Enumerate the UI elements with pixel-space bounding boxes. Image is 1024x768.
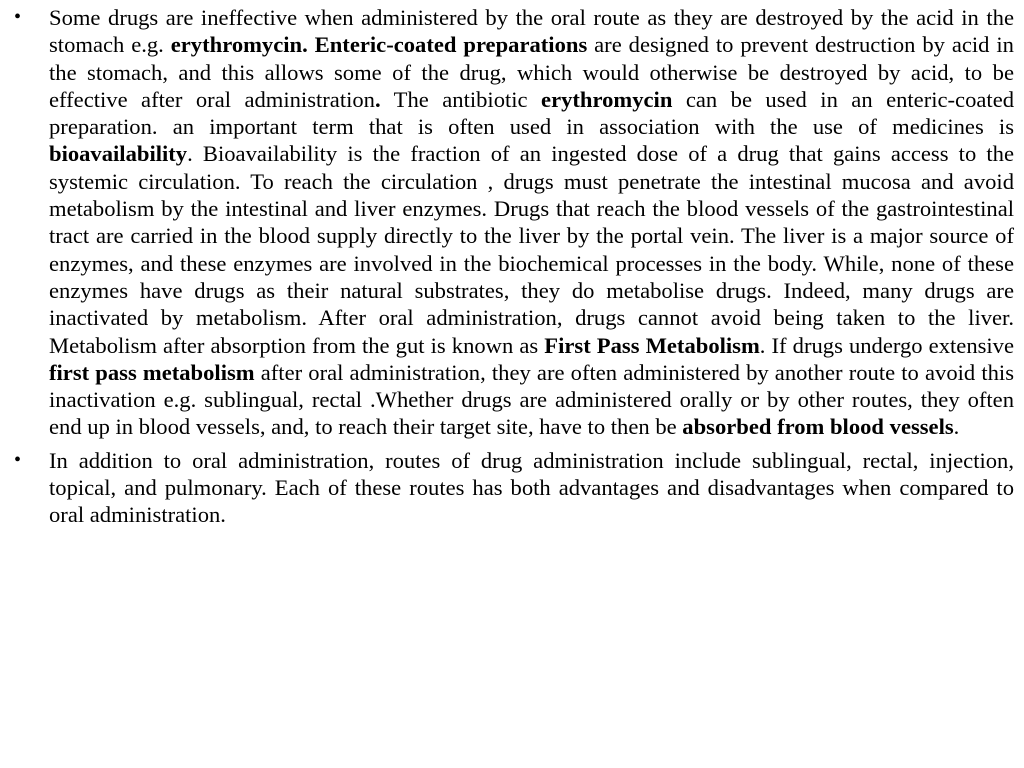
bold-period: . — [374, 86, 381, 112]
text-run: are designed to prevent destruction by acid in the stomach, and this allows some of the drug, which would otherwise be destroyed by acid, to be effective after oral administration — [49, 32, 1014, 112]
text-run: after oral administration, they are often administered by another route to avoid this inactivation e.g. sublingual, rectal .Whether drugs are administered orally or by other routes, they often end up in blood vessels, and, to reach their target site, have to then be — [49, 359, 1014, 440]
bullet-icon: • — [14, 6, 22, 28]
text-run: can be used in an enteric-coated preparation. an important term that is often used in association with the use of medicines is — [49, 86, 1015, 140]
bullet-item-1 — [14, 4, 1014, 441]
text-run: The antibiotic — [380, 86, 542, 112]
bold-term-absorbed-from-blood-vessels: absorbed from blood vessels — [682, 414, 954, 440]
text-run: Some drugs are ineffective when administered by the oral route as they are destroyed by the acid in the stomach e.g. — [49, 5, 1014, 58]
text-run: . — [953, 414, 960, 440]
text-run: . Bioavailability is the fraction of an ingested dose of a drug that gains access to the systemic circulation. To reach the circulation , drugs must penetrate the intestinal mucosa and avoid metabolism by the intestinal and liver enzymes. Drugs that reach the blood vessels of the gastrointestinal tract are carried in the blood supply directly to the liver by the portal vein. The liver is a major source of enzymes, and these enzymes are involved in the biochemical processes in the body. While, none of these enzymes have drugs as their natural substrates, they do metabolise drugs. Indeed, many drugs are inactivated by metabolism. After oral administration, drugs cannot avoid being taken to the liver. Metabolism after absorption from the gut is known as — [49, 141, 1014, 358]
bold-term-first-pass-metabolism-lower: first pass metabolism — [49, 359, 255, 385]
bullet-icon: • — [14, 448, 22, 471]
bold-term-first-pass-metabolism: First Pass Metabolism — [544, 332, 760, 358]
text-run: . If drugs undergo extensive — [759, 332, 1015, 358]
bold-term-erythromycin: erythromycin. — [170, 32, 308, 58]
bullet-item-2 — [14, 447, 1014, 529]
bold-term-erythromycin: erythromycin — [541, 86, 673, 112]
bold-term-enteric-coated-preparations: Enteric-coated preparations — [314, 32, 588, 58]
text-run — [308, 32, 315, 57]
bold-term-bioavailability: bioavailability — [49, 141, 188, 167]
bullet-list — [14, 4, 1014, 535]
paragraph-text — [49, 5, 1014, 439]
paragraph-text: In addition to oral administration, routes of drug administration include sublingual, rectal, injection, topical, and pulmonary. Each of these routes has both advantages and disadvantages when compared to oral administration. — [49, 447, 1014, 528]
